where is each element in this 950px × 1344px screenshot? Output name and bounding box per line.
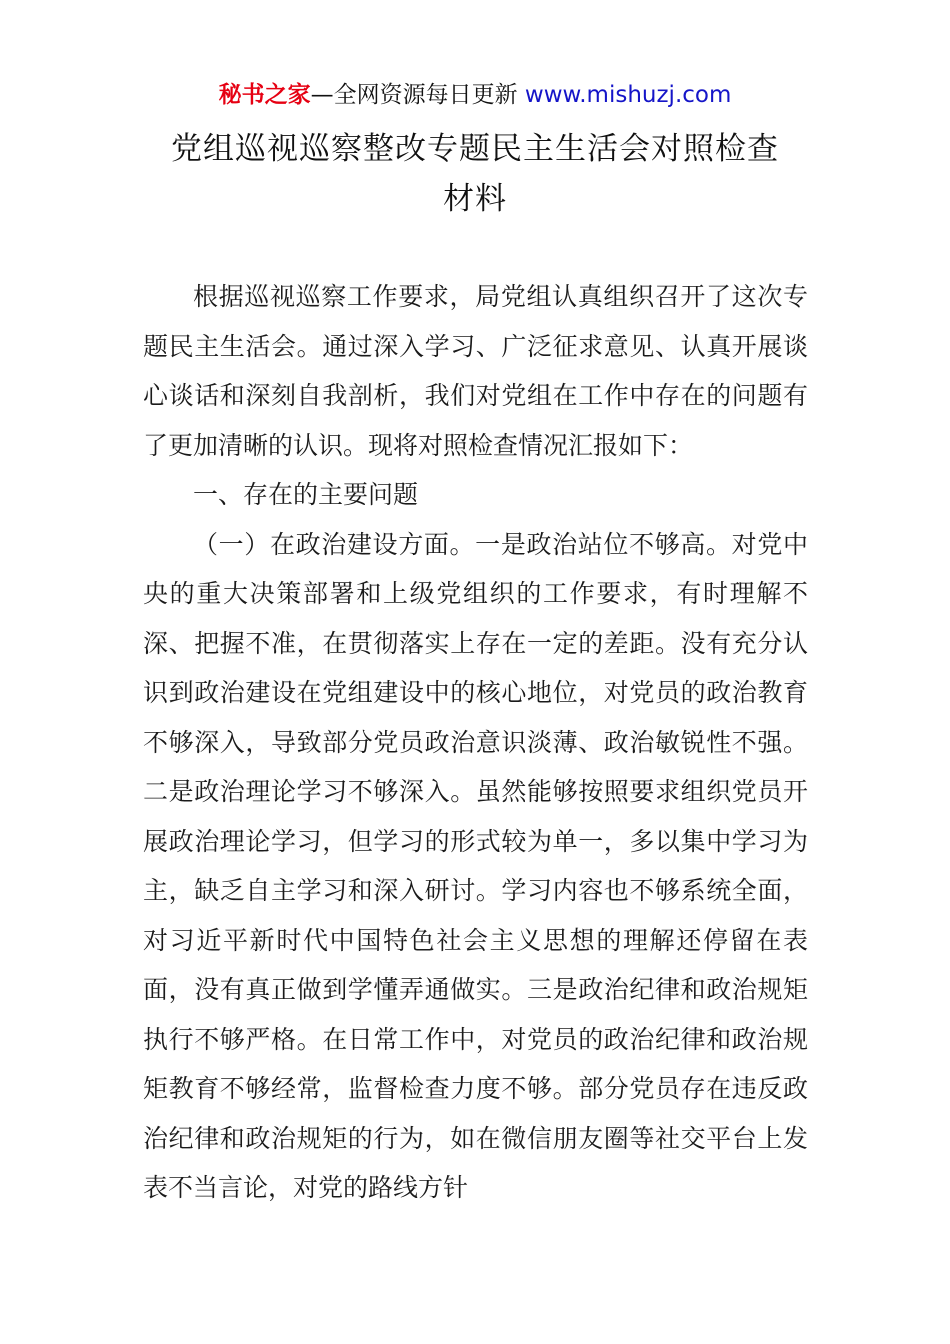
site-banner <box>0 78 950 112</box>
document-title-line-1: 党组巡视巡察整改专题民主生活会对照检查 <box>171 131 779 167</box>
intro-paragraph: 根据巡视巡察工作要求，局党组认真组织召开了这次专题民主生活会。通过深入学习、广泛征求意见、认真开展谈心谈话和深刻自我剖析，我们对党组在工作中存在的问题有了更加清晰的认识。现将对照检查情况汇报如下： <box>143 282 808 460</box>
document-body <box>143 272 808 1213</box>
banner-url-link[interactable]: www.mishuzj.com <box>524 82 732 108</box>
banner-brand: 秘书之家 <box>218 82 311 108</box>
banner-tagline: —全网资源每日更新 <box>310 82 525 108</box>
document-title <box>140 124 810 224</box>
political-construction-paragraph: （一）在政治建设方面。一是政治站位不够高。对党中央的重大决策部署和上级党组织的工作要求，有时理解不深、把握不准，在贯彻落实上存在一定的差距。没有充分认识到政治建设在党组建设中的核心地位，对党员的政治教育不够深入，导致部分党员政治意识淡薄、政治敏锐性不强。二是政治理论学习不够深入。虽然能够按照要求组织党员开展政治理论学习，但学习的形式较为单一，多以集中学习为主，缺乏自主学习和深入研讨。学习内容也不够系统全面，对习近平新时代中国特色社会主义思想的理解还停留在表面，没有真正做到学懂弄通做实。三是政治纪律和政治规矩执行不够严格。在日常工作中，对党员的政治纪律和政治规矩教育不够经常，监督检查力度不够。部分党员存在违反政治纪律和政治规矩的行为，如在微信朋友圈等社交平台上发表不当言论，对党的路线方针 <box>143 529 808 1202</box>
document-title-line-2: 材料 <box>443 181 507 217</box>
section-heading: 一、存在的主要问题 <box>193 480 419 509</box>
